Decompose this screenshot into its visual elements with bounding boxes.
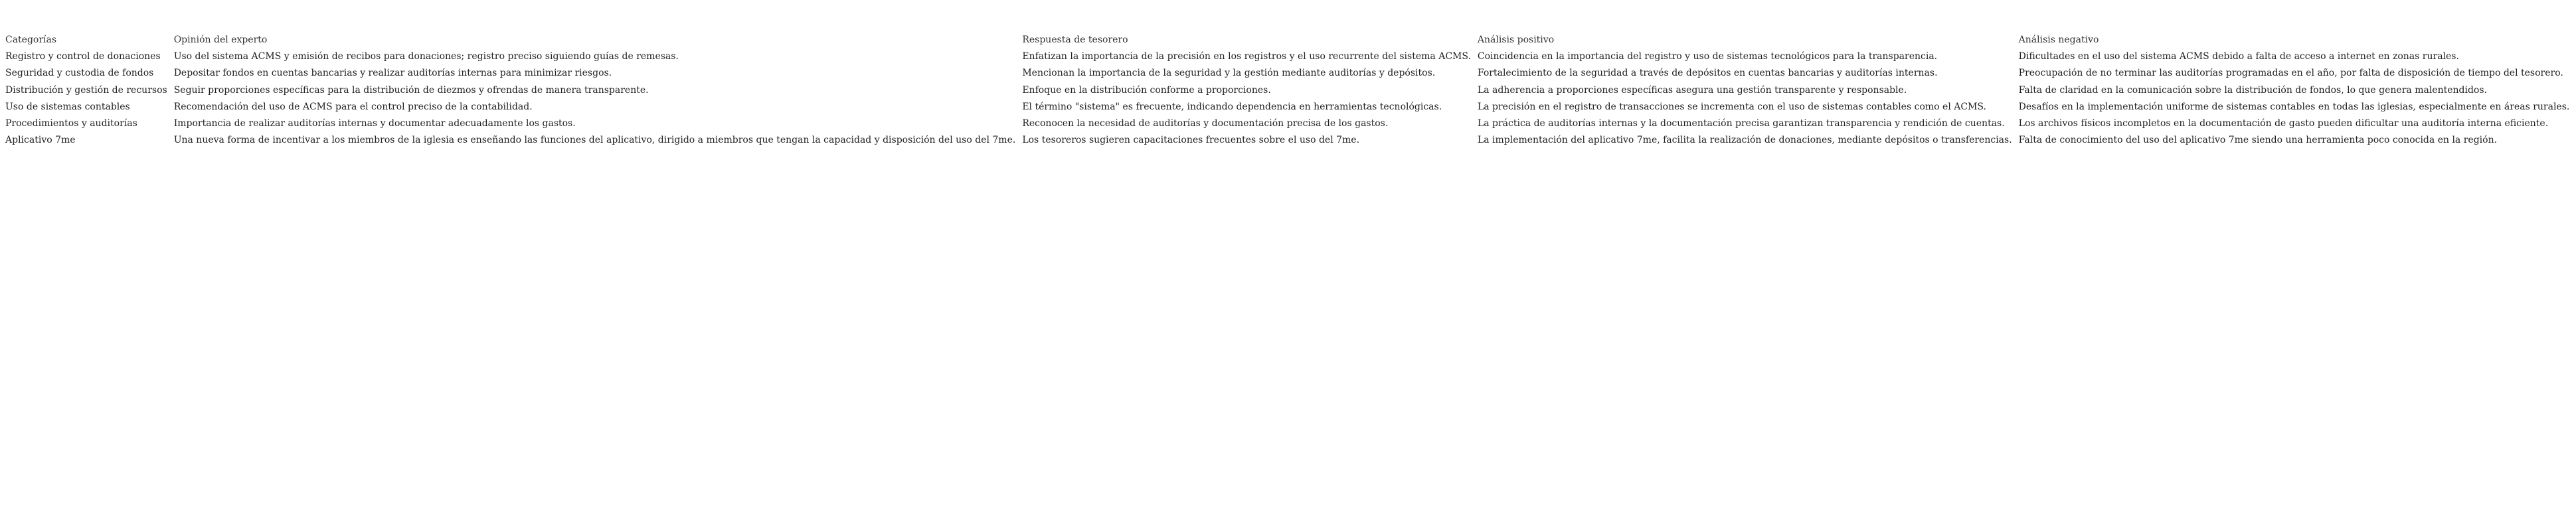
cell-analisis-negativo: Los archivos físicos incompletos en la documentación de gasto pueden dificultar una auditoría interna eficiente. <box>2018 118 2549 129</box>
table-row <box>5 115 2576 132</box>
cell-categoria: Procedimientos y auditorías <box>5 118 137 129</box>
cell-analisis-negativo: Dificultades en el uso del sistema ACMS debido a falta de acceso a internet en zonas rurales. <box>2018 51 2459 62</box>
cell-analisis-positivo: La implementación del aplicativo 7me, facilita la realización de donaciones, mediante depósitos o transferencias. <box>1477 135 2012 146</box>
cell-opinion-experto: Importancia de realizar auditorías internas y documentar adecuadamente los gastos. <box>173 118 576 129</box>
table-row <box>5 65 2576 82</box>
cell-analisis-positivo: Fortalecimiento de la seguridad a través de depósitos en cuentas bancarias y auditorías internas. <box>1477 68 1938 79</box>
cell-categoria: Registro y control de donaciones <box>5 51 161 62</box>
cell-categoria: Aplicativo 7me <box>5 135 76 146</box>
analysis-table-container <box>5 32 2576 149</box>
cell-opinion-experto: Seguir proporciones específicas para la distribución de diezmos y ofrendas de manera transparente. <box>173 84 649 96</box>
header-analisis-positivo: Análisis positivo <box>1477 35 1555 45</box>
cell-respuesta-tesorero: El término "sistema" es frecuente, indicando dependencia en herramientas tecnológicas. <box>1022 101 1442 112</box>
cell-respuesta-tesorero: Los tesoreros sugieren capacitaciones frecuentes sobre el uso del 7me. <box>1022 135 1360 146</box>
cell-opinion-experto: Recomendación del uso de ACMS para el control preciso de la contabilidad. <box>173 101 533 112</box>
table-row <box>5 132 2576 149</box>
cell-analisis-positivo: La práctica de auditorías internas y la documentación precisa garantizan transparencia y rendición de cuentas. <box>1477 118 2005 129</box>
cell-categoria: Uso de sistemas contables <box>5 101 130 112</box>
table-row <box>5 48 2576 65</box>
table-row <box>5 99 2576 115</box>
cell-analisis-negativo: Falta de conocimiento del uso del aplicativo 7me siendo una herramienta poco conocida en la región. <box>2018 135 2498 146</box>
header-opinion-experto: Opinión del experto <box>173 35 268 45</box>
cell-respuesta-tesorero: Enfoque en la distribución conforme a proporciones. <box>1022 84 1271 96</box>
analysis-table <box>5 32 2576 149</box>
header-analisis-negativo: Análisis negativo <box>2018 35 2099 45</box>
cell-analisis-positivo: La adherencia a proporciones específicas asegura una gestión transparente y responsable. <box>1477 84 1907 96</box>
header-categorias: Categorías <box>5 35 57 45</box>
cell-respuesta-tesorero: Enfatizan la importancia de la precisión en los registros y el uso recurrente del sistema ACMS. <box>1022 51 1471 62</box>
cell-categoria: Distribución y gestión de recursos <box>5 84 167 96</box>
cell-analisis-positivo: La precisión en el registro de transacciones se incrementa con el uso de sistemas contables como el ACMS. <box>1477 101 1986 112</box>
cell-categoria: Seguridad y custodia de fondos <box>5 68 154 79</box>
header-row <box>5 32 2576 48</box>
cell-respuesta-tesorero: Mencionan la importancia de la seguridad y la gestión mediante auditorías y depósitos. <box>1022 68 1436 79</box>
table-row <box>5 82 2576 99</box>
cell-analisis-negativo: Preocupación de no terminar las auditorías programadas en el año, por falta de disposición de tiempo del tesorero. <box>2018 68 2563 79</box>
cell-analisis-negativo: Desafíos en la implementación uniforme de sistemas contables en todas las iglesias, especialmente en áreas rurales. <box>2018 101 2570 112</box>
table-body <box>5 48 2576 149</box>
cell-respuesta-tesorero: Reconocen la necesidad de auditorías y documentación precisa de los gastos. <box>1022 118 1389 129</box>
header-respuesta-tesorero: Respuesta de tesorero <box>1022 35 1128 45</box>
table-header <box>5 32 2576 48</box>
cell-analisis-positivo: Coincidencia en la importancia del registro y uso de sistemas tecnológicos para la transparencia. <box>1477 51 1938 62</box>
cell-analisis-negativo: Falta de claridad en la comunicación sobre la distribución de fondos, lo que genera malentendidos. <box>2018 84 2487 96</box>
cell-opinion-experto: Uso del sistema ACMS y emisión de recibos para donaciones; registro preciso siguiendo guías de remesas. <box>173 51 679 62</box>
cell-opinion-experto: Una nueva forma de incentivar a los miembros de la iglesia es enseñando las funciones del aplicativo, dirigido a miembros que tengan la capacidad y disposición del uso del 7me. <box>173 135 1016 146</box>
cell-opinion-experto: Depositar fondos en cuentas bancarias y realizar auditorías internas para minimizar riesgos. <box>173 68 612 79</box>
